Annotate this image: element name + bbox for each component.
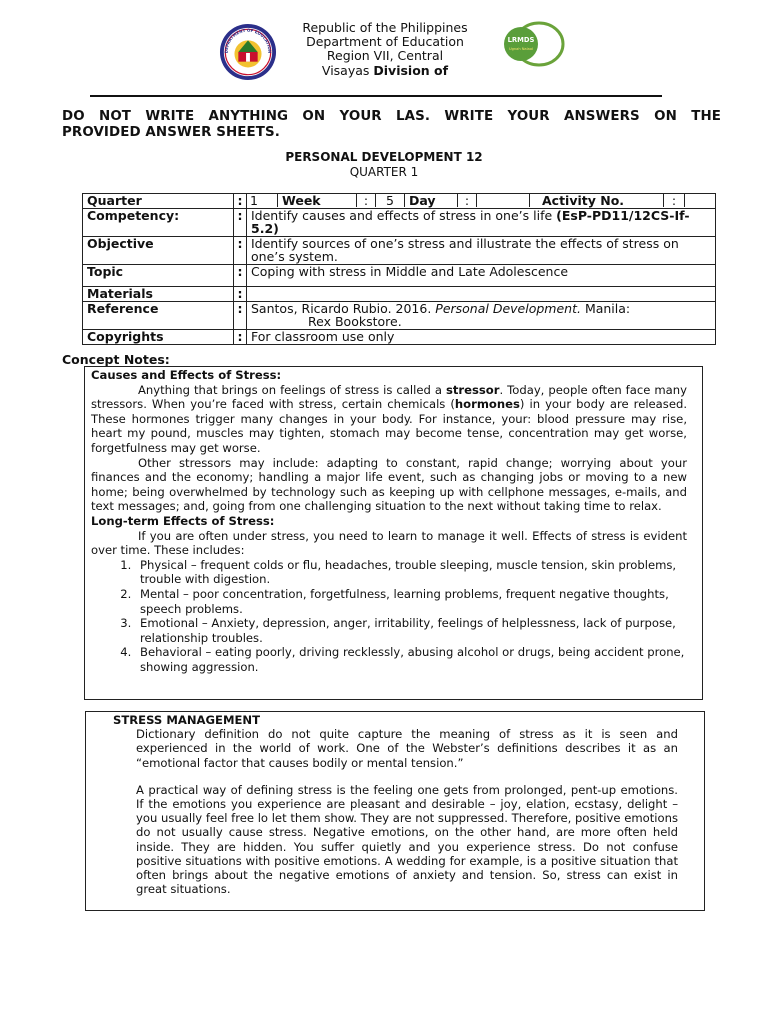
definition-paragraph: Dictionary definition do not quite capture the meaning of stress as it is seen and experienced in the world of work. One of the Webster’s definitions describes it as an “emotional factor that causes bodily or mental tension.” bbox=[136, 727, 678, 770]
list-item: 2. Mental – poor concentration, forgetfulness, learning problems, frequent negative thoughts, speech problems. bbox=[135, 587, 687, 616]
topic-label: Topic bbox=[83, 265, 234, 287]
quarter-label: Quarter bbox=[83, 194, 234, 209]
colon: : bbox=[234, 330, 247, 345]
reference-publisher: Rex Bookstore. bbox=[308, 314, 402, 329]
lrmds-logo-text: LRMDS bbox=[507, 36, 535, 44]
activity-value bbox=[685, 194, 716, 207]
stressor-paragraph bbox=[91, 383, 687, 456]
topic-text: Coping with stress in Middle and Late Adolescence bbox=[247, 265, 716, 287]
competency-label: Competency: bbox=[83, 209, 234, 237]
letterhead-line: Region VII, Central bbox=[326, 48, 444, 64]
reference-place: Manila: bbox=[580, 301, 631, 316]
info-row-reference bbox=[83, 302, 716, 330]
stress-management-heading: STRESS MANAGEMENT bbox=[113, 713, 261, 727]
warning-line2: PROVIDED ANSWER SHEETS. bbox=[62, 125, 280, 140]
copyrights-label: Copyrights bbox=[83, 330, 234, 345]
other-stressors-paragraph: Other stressors may include: adapting to constant, rapid change; worrying about your finances and the economy; handling a major life event, such as changing jobs or moving to a new home; being overwhelmed by technology such as keeping up with cellphone messages, e-mails, and text messages; and, going from one challenging situation to the next without taking time to relax. bbox=[91, 455, 687, 514]
objective-label: Objective bbox=[83, 237, 234, 265]
letterhead-line bbox=[280, 64, 490, 78]
paragraph-gap bbox=[113, 770, 678, 783]
info-row-competency bbox=[83, 209, 716, 237]
colon: : bbox=[234, 265, 247, 287]
longterm-paragraph: If you are often under stress, you need to learn to manage it well. Effects of stress is evident over time. These includes: bbox=[91, 528, 687, 558]
list-item: 1. Physical – frequent colds or flu, headaches, trouble sleeping, muscle tension, skin problems, trouble with digestion. bbox=[135, 558, 687, 587]
colon: : bbox=[234, 209, 247, 237]
info-row-objective bbox=[83, 237, 716, 265]
copyrights-text: For classroom use only bbox=[247, 330, 716, 345]
seal-text: DEPARTMENT OF EDUCATION bbox=[223, 27, 273, 54]
hormones-term: hormones bbox=[454, 397, 520, 412]
stressor-term: stressor bbox=[445, 382, 500, 397]
stress-management-box bbox=[85, 711, 705, 911]
p1-text-b: . Today, people often face many stressors. When you’re faced with stress, certain chemicals ( bbox=[91, 382, 687, 412]
info-row-copyrights bbox=[83, 330, 716, 345]
week-label: Week bbox=[278, 194, 357, 207]
colon: : bbox=[234, 302, 247, 330]
day-value bbox=[477, 194, 530, 207]
colon: : bbox=[458, 194, 477, 207]
competency-text: Identify causes and effects of stress in one’s life bbox=[251, 208, 557, 223]
colon: : bbox=[234, 287, 247, 302]
reference-label: Reference bbox=[83, 302, 234, 330]
header-divider bbox=[90, 95, 662, 97]
activity-label: Activity No. bbox=[530, 194, 664, 207]
list-item: 3. Emotional – Anxiety, depression, anger, irritability, feelings of helplessness, lack of purpose, relationship troubles. bbox=[135, 616, 687, 645]
info-row-materials bbox=[83, 287, 716, 302]
materials-text bbox=[247, 287, 716, 302]
reference-title: Personal Development. bbox=[435, 301, 581, 316]
letterhead bbox=[280, 21, 490, 78]
day-label: Day bbox=[405, 194, 458, 207]
info-row-topic bbox=[83, 265, 716, 287]
week-value: 5 bbox=[376, 194, 405, 207]
info-row-quarter bbox=[83, 194, 716, 209]
p1-text-c: ) in your body are released. These hormones trigger many changes in your body. For instance, your: blood pressure may rise, heart my pound, muscles may tighten, stomach may become tense, concentration may get worse, forgetfulness may get worse. bbox=[91, 397, 687, 455]
effects-list bbox=[91, 558, 687, 675]
competency-code: (EsP-PD11/12CS-If-5.2) bbox=[251, 208, 690, 236]
subject-title: PERSONAL DEVELOPMENT 12 bbox=[285, 150, 483, 164]
letterhead-line4-prefix: Visayas bbox=[321, 62, 374, 78]
quarter-value: 1 bbox=[247, 194, 278, 207]
materials-label: Materials bbox=[83, 287, 234, 302]
quarter-week-day-grid bbox=[247, 194, 715, 207]
lrmds-logo-subtext: Ugnah Nalaol bbox=[508, 47, 534, 51]
lrmds-logo-icon bbox=[495, 20, 565, 68]
letterhead-line: Department of Education bbox=[306, 34, 464, 50]
colon: : bbox=[234, 194, 247, 209]
objective-text: Identify sources of one’s stress and illustrate the effects of stress on one’s system. bbox=[247, 237, 716, 265]
letterhead-division: Division of bbox=[373, 62, 449, 78]
concept-notes-box bbox=[84, 366, 703, 700]
colon: : bbox=[357, 194, 376, 207]
p1-text-a: Anything that brings on feelings of stress is called a bbox=[138, 382, 446, 397]
reference-author: Santos, Ricardo Rubio. 2016. bbox=[251, 301, 436, 316]
deped-seal-icon bbox=[219, 23, 277, 81]
activity-info-table bbox=[82, 193, 716, 345]
practical-definition-paragraph: A practical way of defining stress is the feeling one gets from prolonged, pent-up emotions. If the emotions you experience are pleasant and desirable – joy, elation, ecstasy, delight – you usually feel free lo let them show. They are not suppressed. Therefore, positive emotions do not usually cause stress. Negative emotions, on the other hand, are more often held inside. They are hidden. You suffer quietly and you experience stress. Do not confuse positive situations with positive emotions. A wedding for example, is a positive situation that often brings about the negative emotions of anxiety and tension. So, stress can exist in great situations. bbox=[136, 782, 678, 897]
letterhead-line: Republic of the Philippines bbox=[302, 20, 468, 35]
warning-notice bbox=[62, 109, 721, 141]
colon: : bbox=[234, 237, 247, 265]
longterm-heading: Long-term Effects of Stress: bbox=[91, 513, 275, 528]
concept-notes-title: Concept Notes: bbox=[62, 352, 170, 367]
quarter-title: QUARTER 1 bbox=[349, 165, 419, 179]
list-item: 4. Behavioral – eating poorly, driving recklessly, abusing alcohol or drugs, being accident prone, showing aggression. bbox=[135, 645, 687, 674]
causes-heading: Causes and Effects of Stress: bbox=[91, 368, 282, 382]
warning-line1: DO NOT WRITE ANYTHING ON YOUR LAS. WRITE YOUR ANSWERS ON THE bbox=[62, 109, 721, 124]
colon: : bbox=[664, 194, 685, 207]
